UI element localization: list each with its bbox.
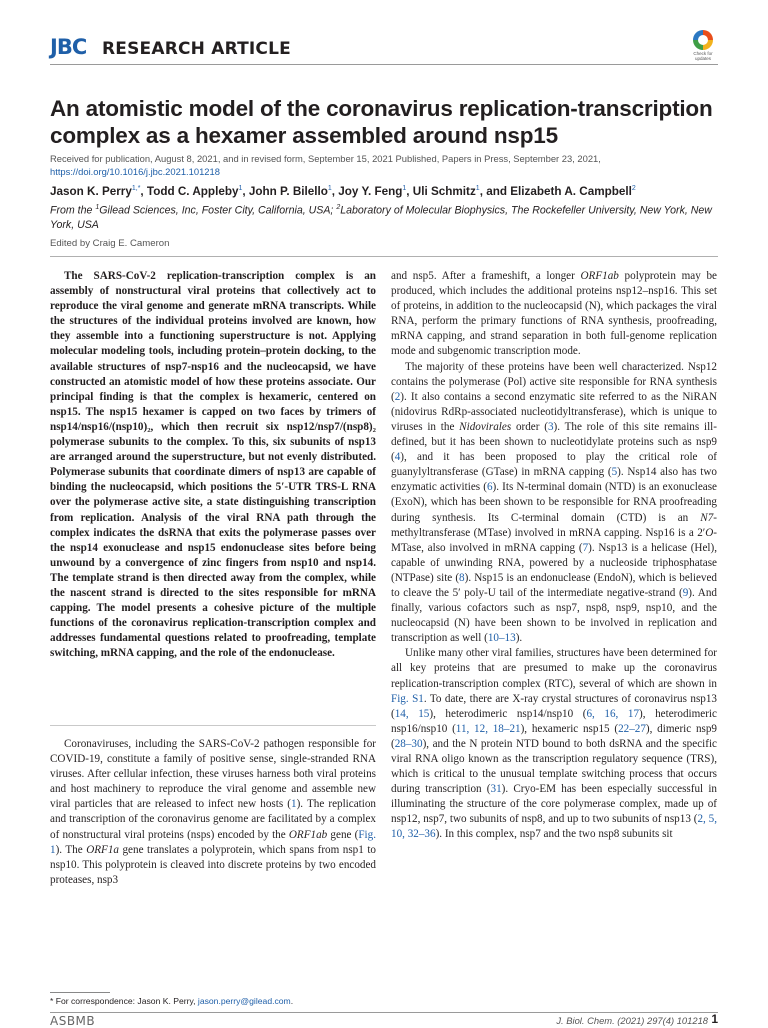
- crossmark-badge[interactable]: [690, 30, 716, 62]
- affiliation-2-number: 2: [336, 204, 341, 211]
- reference-link[interactable]: 3: [547, 420, 554, 433]
- reference-link[interactable]: 2, 5, 10, 32–36: [391, 813, 718, 841]
- italic-term: ORF1ab: [580, 270, 619, 282]
- abstract: The SARS-CoV-2 replication-transcription complex is an assembly of nonstructural viral proteins that collectively act to reproduce the viral genome and generate mRNA transcripts. While the structures of the individual proteins involved are known, how they assemble into a functioning superstructure is not. Applying molecular modeling tools, including protein–protein docking, to the available structures of nsp7-nsp16 and the nucleocapsid, we have constructed an atomistic model of how these proteins associate. Our principal finding is that the complex is hexameric, centered on nsp15. The nsp15 hexamer is capped on two faces by trimers of nsp14/nsp16/(nsp10)₂, which then recruit six nsp12/nsp7/(nsp8)₂ polymerase subunits to the complex. To this, six subunits of nsp13 are arranged around the superstructure, but not evenly distributed. Polymerase subunits that coordinate dimers of nsp13 are capable of binding the nucleocapsid, which positions the 5′-UTR TRS-L RNA over the polymerase active site, a state distinguishing transcription from replication. Analysis of the viral RNA path through the complex indicates the dsRNA that exits the polymerase passes over the nsp14 exonuclease and nsp15 endonuclease sites before being unwound by a convergence of zinc fingers from nsp10 and nsp14. The template strand is then directed away from the complex, while the nascent strand is directed to the sites responsible for mRNA capping. The model presents a cohesive picture of the multiple functions of the coronavirus replication-transcription complex and addresses fundamental questions related to proofreading, template switching, mRNA capping, and the role of the endonuclease.: [50, 270, 376, 660]
- text-run: order (: [511, 420, 548, 433]
- text-run: and nsp5. After a frameshift, a longer: [391, 270, 581, 282]
- text-run: ). In this complex, nsp7 and the two nsp8 subunits sit: [435, 828, 673, 841]
- italic-term: ORF1ab: [288, 828, 328, 841]
- affiliations: [50, 201, 722, 233]
- footer-divider: [50, 1012, 718, 1013]
- reference-link[interactable]: 9: [682, 586, 689, 599]
- text-run: ), heterodimeric nsp14/nsp10 (: [429, 707, 587, 720]
- text-run: -MTase, also involved in mRNA capping (: [391, 526, 717, 554]
- author-affiliation-marker: 1,*: [131, 185, 141, 192]
- author-affiliation-marker: 2: [631, 185, 636, 192]
- author-separator: ,: [140, 184, 147, 198]
- intro-paragraph-1-continued: [391, 269, 717, 360]
- author-separator: ,: [242, 184, 249, 198]
- author-list: [50, 181, 718, 199]
- author-affiliation-marker: 1: [327, 185, 332, 192]
- intro-paragraph-2: [391, 360, 717, 647]
- reference-link[interactable]: 1: [290, 798, 297, 811]
- reference-link[interactable]: 8: [459, 571, 465, 584]
- affiliation-1-number: 1: [95, 204, 100, 211]
- text-run: ). It also contains a second enzymatic site referred to as the NiRAN (nidovirus RdRp-associated nucleotidyltransferase), which is unique to viruses in the: [391, 390, 717, 433]
- article-title: An atomistic model of the coronavirus replication-transcription complex as a hexamer assembled around nsp15: [50, 96, 713, 148]
- page-number: 1: [711, 1012, 718, 1026]
- reference-link[interactable]: 4: [394, 451, 401, 464]
- reference-link[interactable]: 6: [486, 481, 493, 494]
- reference-link[interactable]: 11, 12, 18–21: [455, 722, 521, 735]
- author-name[interactable]: Elizabeth A. Campbell: [510, 184, 632, 198]
- author-name[interactable]: John P. Bilello: [248, 184, 328, 198]
- text-run: ), and it has been proposed to play the critical role of guanylyltransferase (GTase) in mRNA capping (: [391, 451, 717, 479]
- correspondence-email-link[interactable]: jason.perry@gilead.com: [197, 996, 291, 1006]
- footnote-divider: [50, 992, 110, 993]
- text-run: ), and the N protein NTD bound to both dsRNA and the specific viral RNA oligo known as the transcription regulatory sequence (TRS), which is critical to the unusual template switching process that occurs during transcription (: [391, 737, 717, 796]
- text-run: Coronaviruses, including the SARS-CoV-2 pathogen responsible for COVID-19, constitute a family of positive sense, single-stranded RNA viruses. After cellular infection, these viruses harness both viral proteins and host machinery to reproduce the viral genome and assemble new viral particles that are released to infect new hosts (: [50, 738, 376, 811]
- author-affiliation-marker: 1: [402, 185, 407, 192]
- text-run: ). And finally, various cofactors such as nsp7, nsp8, nsp9, nsp10, and the nucleocapsid (N) have been shown to be involved in replication and transcription as well (: [391, 586, 717, 645]
- text-run: Unlike many other viral families, structures have been determined for all key proteins that are presumed to make up the coronavirus replication-transcription complex (RTC), several of which are shown in: [391, 647, 717, 690]
- intro-paragraph-1: [50, 737, 376, 888]
- crossmark-label: Check for updates: [693, 51, 713, 61]
- reference-link[interactable]: Fig. 1: [50, 828, 376, 856]
- reference-link[interactable]: 22–27: [618, 722, 646, 735]
- text-run: ). Nsp15 is an endonuclease (EndoN), which is believed to cleave the 5′ poly-U tail of the intermediate negative-strand (: [391, 571, 717, 599]
- author-name[interactable]: Jason K. Perry: [50, 184, 132, 198]
- author-name[interactable]: Uli Schmitz: [412, 184, 476, 198]
- text-run: ). Cryo-EM has been especially successful in illuminating the structure of the core polymerase complex, made up of nsp12, nsp7, two subunits of nsp8, and up to two subunits of nsp13 (: [391, 783, 717, 826]
- right-column: [391, 269, 717, 843]
- reference-link[interactable]: 7: [582, 541, 589, 554]
- article-type-label: RESEARCH ARTICLE: [102, 39, 291, 59]
- text-run: ). Nsp14 also has two enzymatic activities (: [391, 466, 717, 494]
- italic-term: O: [705, 526, 714, 539]
- author-separator: ,: [331, 184, 339, 198]
- author-separator: , and: [479, 184, 511, 198]
- text-run: ), dimeric nsp9 (: [391, 722, 717, 750]
- footnote-end: .: [290, 996, 294, 1006]
- intro-paragraph-3: [391, 646, 717, 842]
- text-run: gene translates a polyprotein, which spans from nsp1 to nsp10. This polyprotein is cleaved into discrete proteins by two encoded proteases, nsp3: [50, 843, 376, 886]
- italic-term: Nidovirales: [459, 420, 512, 433]
- text-run: ). The: [55, 843, 87, 856]
- asbmb-logo: ASBMB: [50, 1014, 96, 1028]
- affiliation-2: Laboratory of Molecular Biophysics, The Rockefeller University, New York, New York, USA: [50, 204, 712, 232]
- italic-term: N7: [700, 511, 714, 524]
- reference-link[interactable]: 2: [394, 390, 401, 403]
- footnote-text: * For correspondence: Jason K. Perry,: [50, 996, 198, 1006]
- text-run: ). The role of this site remains ill-defined, but it has been shown to nucleotidylate proteins such as nsp9 (: [391, 420, 717, 464]
- reference-link[interactable]: 31: [490, 783, 502, 796]
- journal-citation: J. Biol. Chem. (2021) 297(4) 101218: [556, 1015, 708, 1026]
- author-affiliation-marker: 1: [475, 185, 480, 192]
- text-run: gene (: [327, 828, 359, 841]
- text-run: ). Its N-terminal domain (NTD) is an exonuclease (ExoN), which has been shown to be responsible for RNA proofreading during synthesis. Its C-terminal domain (CTD) is an: [391, 481, 717, 524]
- reference-link[interactable]: 14, 15: [394, 707, 430, 720]
- author-separator: ,: [406, 184, 413, 198]
- author-name[interactable]: Todd C. Appleby: [146, 184, 239, 198]
- text-run: ).: [515, 632, 523, 645]
- reference-link[interactable]: Fig. S1: [391, 692, 424, 705]
- page-header: [50, 34, 718, 64]
- crossmark-icon: [693, 30, 713, 50]
- abstract-divider: [50, 725, 376, 726]
- text-run: The majority of these proteins have been well characterized. Nsp12 contains the polymerase (Pol) active site responsible for RNA synthesis (: [391, 360, 717, 403]
- author-affiliation-marker: 1: [238, 185, 243, 192]
- affiliation-prefix: From the: [50, 204, 96, 217]
- author-name[interactable]: Joy Y. Feng: [338, 184, 403, 198]
- metadata-divider: [50, 256, 718, 257]
- reference-link[interactable]: 5: [611, 466, 618, 479]
- text-run: . To date, there are X-ray crystal structures of coronavirus nsp13 (: [391, 692, 717, 720]
- editor-credit: Edited by Craig E. Cameron: [50, 238, 170, 249]
- reference-link[interactable]: 10–13: [487, 632, 516, 645]
- text-run: -methyltransferase (MTase) involved in mRNA capping. Nsp16 is a 2′: [391, 511, 717, 539]
- correspondence-footnote: [50, 996, 293, 1006]
- header-divider: [50, 64, 718, 65]
- received-text: Received for publication, August 8, 2021, and in revised form, September 15, 2021 Published, Papers in Press, September 23, 2021,: [50, 153, 601, 164]
- affiliation-1: Gilead Sciences, Inc, Foster City, California, USA;: [99, 204, 337, 217]
- publication-dates: [50, 152, 718, 178]
- reference-link[interactable]: 28–30: [394, 737, 423, 750]
- text-run: ), hexameric nsp15 (: [520, 722, 619, 735]
- jbc-logo[interactable]: JBC: [50, 35, 87, 59]
- text-run: ), heterodimeric nsp16/nsp10 (: [391, 707, 717, 735]
- italic-term: ORF1a: [86, 843, 119, 856]
- doi-link[interactable]: https://doi.org/10.1016/j.jbc.2021.101218: [50, 166, 220, 177]
- reference-link[interactable]: 6, 16, 17: [586, 707, 640, 720]
- text-run: ). The replication and transcription of the coronavirus genome are facilitated by a complex of nonstructural viral proteins (nsps) encoded by the: [50, 798, 376, 841]
- text-run: polyprotein may be produced, which includes the additional proteins nsp12–nsp16. This set of proteins, in addition to the nucleocapsid (N), which packages the viral RNA, perform the primary functions of RNA synthesis, proofreading, mRNA capping, and strand separation in both full-genome replication mode and subgenomic transcription mode.: [391, 270, 717, 358]
- text-run: ). Nsp13 is a helicase (Hel), capable of unwinding RNA, powered by a nucleoside triphosphatase (NTPase) site (: [391, 541, 717, 584]
